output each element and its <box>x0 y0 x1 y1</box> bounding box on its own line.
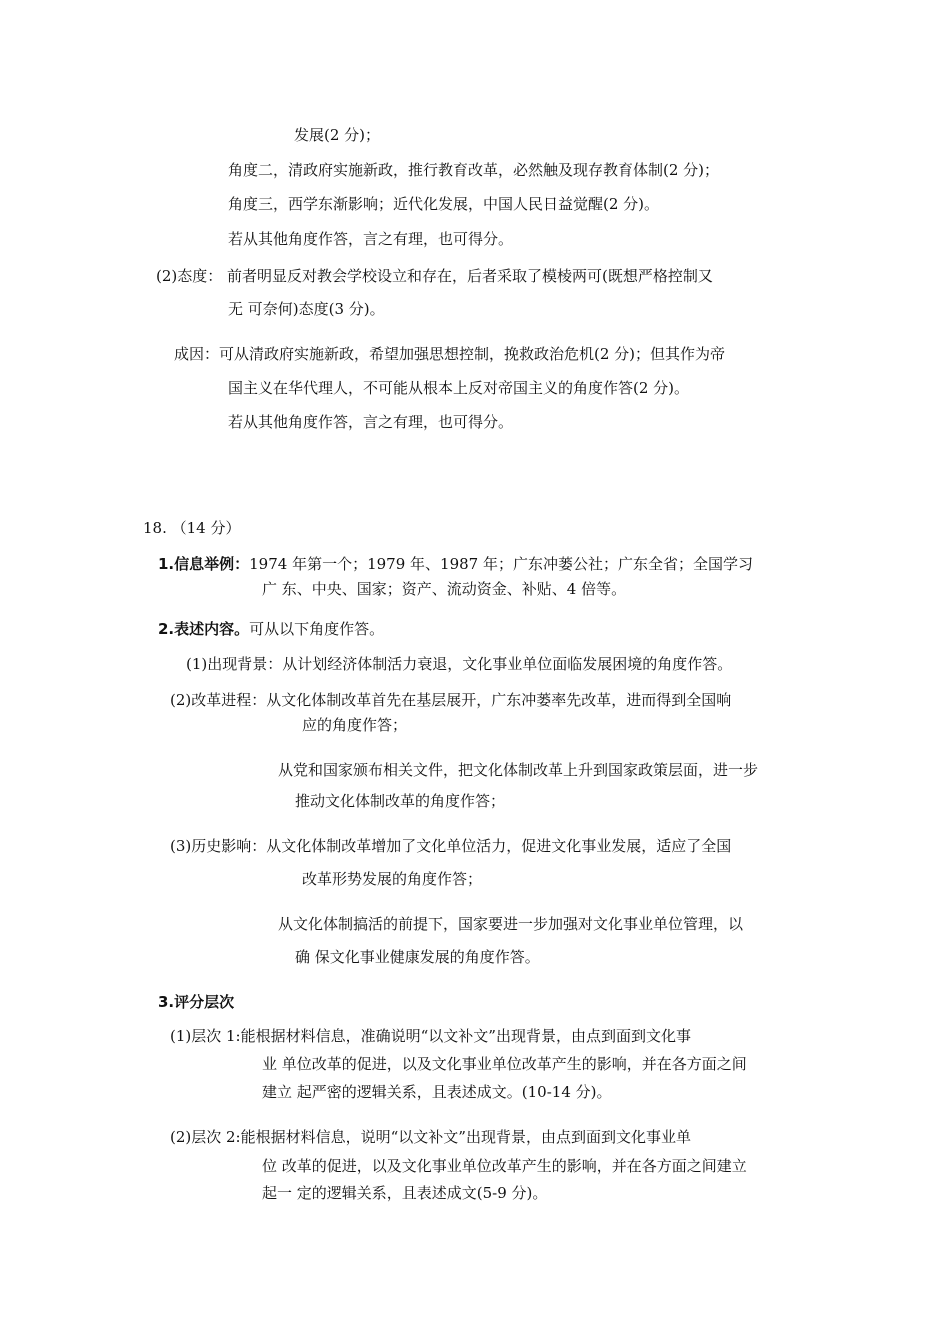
text-line: (2)层次 2:能根据材料信息，说明“以文补文”出现背景，由点到面到文化事业单 <box>170 1128 691 1146</box>
text-line: (2)态度： 前者明显反对教会学校设立和存在，后者采取了模棱两可(既想严格控制又 <box>156 267 713 285</box>
text-line: 若从其他角度作答，言之有理，也可得分。 <box>228 413 514 431</box>
text-line: (3)历史影响：从文化体制改革增加了文化单位活力，促进文化事业发展，适应了全国 <box>170 837 732 855</box>
question-header: 18. （14 分） <box>143 519 241 537</box>
text-line: 起一 定的逻辑关系，且表述成文(5-9 分)。 <box>262 1184 548 1202</box>
text-line: 若从其他角度作答，言之有理，也可得分。 <box>228 230 514 248</box>
text-line: 角度三，西学东渐影响；近代化发展，中国人民日益觉醒(2 分)。 <box>228 195 660 213</box>
text-line: 成因：可从清政府实施新政，希望加强思想控制，挽救政治危机(2 分)；但其作为帝 <box>174 345 726 363</box>
text-line: 应的角度作答； <box>302 716 408 734</box>
text-line: 位 改革的促进，以及文化事业单位改革产生的影响，并在各方面之间建立 <box>262 1157 747 1175</box>
text-line: 从党和国家颁布相关文件，把文化体制改革上升到国家政策层面，进一步 <box>278 761 759 779</box>
text-line: 角度二，清政府实施新政，推行教育改革，必然触及现存教育体制(2 分)； <box>228 161 720 179</box>
text-line: 建立 起严密的逻辑关系，且表述成文。(10-14 分)。 <box>262 1083 612 1101</box>
text-line: 国主义在华代理人，不可能从根本上反对帝国主义的角度作答(2 分)。 <box>228 379 690 397</box>
text-line: 可从以下角度作答。 <box>249 620 385 638</box>
text-line: 改革形势发展的角度作答； <box>302 870 483 888</box>
section-1 <box>158 554 753 574</box>
text-line: 无 可奈何)态度(3 分)。 <box>228 300 385 318</box>
text-line: 确 保文化事业健康发展的角度作答。 <box>295 948 540 966</box>
text-line: (1)层次 1:能根据材料信息，准确说明“以文补文”出现背景，由点到面到文化事 <box>170 1027 691 1045</box>
section-title: 2.表述内容。 <box>158 620 250 638</box>
text-line: 1974 年第一个；1979 年、1987 年；广东冲蒌公社；广东全省；全国学习 <box>249 555 753 573</box>
text-line: 发展(2 分)； <box>294 126 381 144</box>
text-line: 业 单位改革的促进，以及文化事业单位改革产生的影响，并在各方面之间 <box>262 1055 747 1073</box>
section-2 <box>158 619 384 639</box>
text-line: 从文化体制搞活的前提下，国家要进一步加强对文化事业单位管理，以 <box>278 915 744 933</box>
section-title: 3.评分层次 <box>158 993 235 1011</box>
text-line: 广 东、中央、国家；资产、流动资金、补贴、4 倍等。 <box>262 580 627 598</box>
text-line: 推动文化体制改革的角度作答； <box>295 792 506 810</box>
text-line: (1)出现背景：从计划经济体制活力衰退，文化事业单位面临发展困境的角度作答。 <box>186 655 733 673</box>
text-line: (2)改革进程：从文化体制改革首先在基层展开，广东冲蒌率先改革，进而得到全国响 <box>170 691 732 709</box>
section-title: 1.信息举例： <box>158 555 250 573</box>
